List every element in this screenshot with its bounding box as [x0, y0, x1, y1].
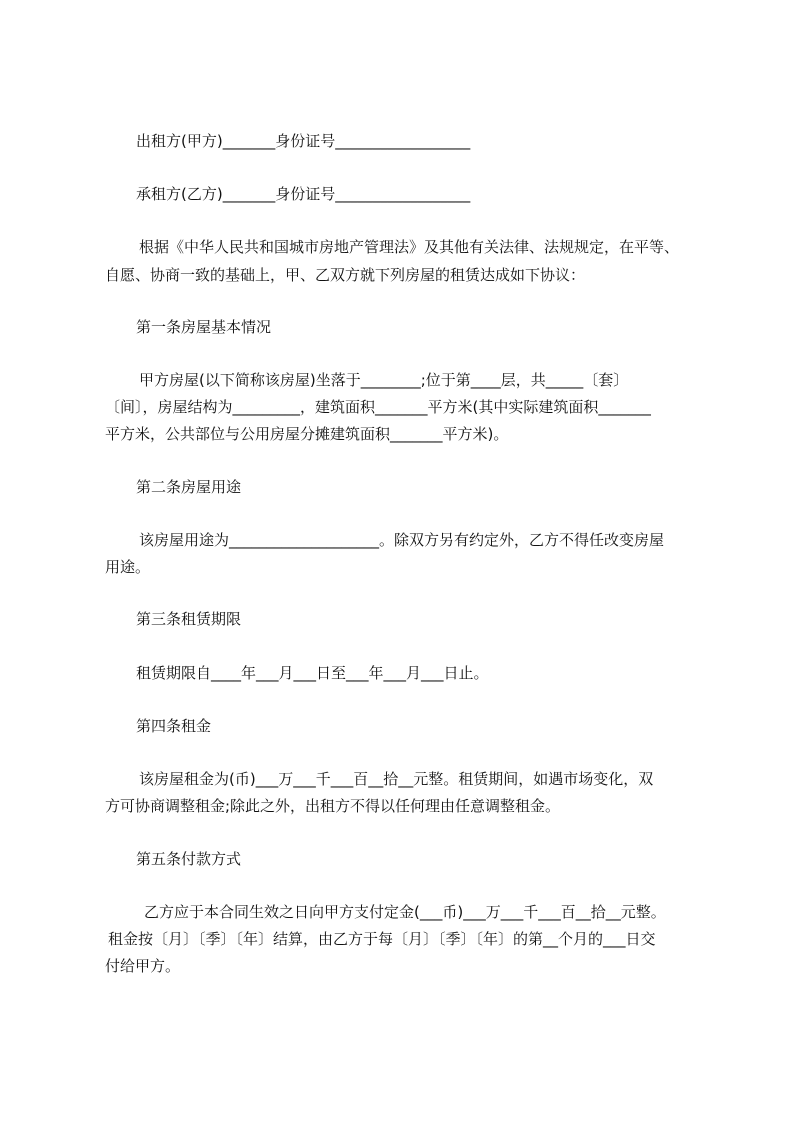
- article-1-line-1: 甲方房屋(以下简称该房屋)坐落于________;位于第____层，共_____〔套〕: [139, 371, 629, 389]
- article-4-line-1: 该房屋租金为(币)___万___千___百__拾__元整。租赁期间，如遇市场变化，双: [139, 770, 654, 788]
- article-1-line-2: 〔间〕，房屋结构为_________，建筑面积_______平方米(其中实际建筑面积_______: [105, 398, 651, 416]
- article-5-line-1: 乙方应于本合同生效之日向甲方支付定金(___币)___万___千___百__拾__元整。: [144, 903, 666, 921]
- article-1-heading: 第一条房屋基本情况: [136, 318, 272, 336]
- lessee-line: 承租方(乙方)_______身份证号__________________: [136, 185, 471, 203]
- article-5-line-2: 租金按〔月〕〔季〕〔年〕结算，由乙方于每〔月〕〔季〕〔年〕的第__个月的___日交: [108, 930, 656, 948]
- preamble-line-2: 自愿、协商一致的基础上，甲、乙双方就下列房屋的租赁达成如下协议：: [105, 266, 586, 284]
- article-4-line-2: 方可协商调整租金;除此之外，出租方不得以任何理由任意调整租金。: [105, 797, 561, 815]
- lessor-line: 出租方(甲方)_______身份证号__________________: [136, 132, 471, 150]
- article-5-line-3: 付给甲方。: [105, 957, 181, 975]
- article-4-heading: 第四条租金: [136, 717, 212, 735]
- article-2-line-1: 该房屋用途为____________________。除双方另有约定外，乙方不得任改变房屋: [139, 531, 665, 549]
- article-5-heading: 第五条付款方式: [136, 850, 242, 868]
- article-1-line-3: 平方米，公共部位与公用房屋分摊建筑面积_______平方米)。: [105, 425, 509, 443]
- article-2-line-2: 用途。: [105, 558, 151, 576]
- article-2-heading: 第二条房屋用途: [136, 478, 242, 496]
- preamble-line-1: 根据《中华人民共和国城市房地产管理法》及其他有关法律、法规规定，在平等、: [139, 238, 680, 256]
- article-3-line-1: 租赁期限自____年___月___日至___年___月___日止。: [136, 664, 489, 682]
- article-3-heading: 第三条租赁期限: [136, 610, 242, 628]
